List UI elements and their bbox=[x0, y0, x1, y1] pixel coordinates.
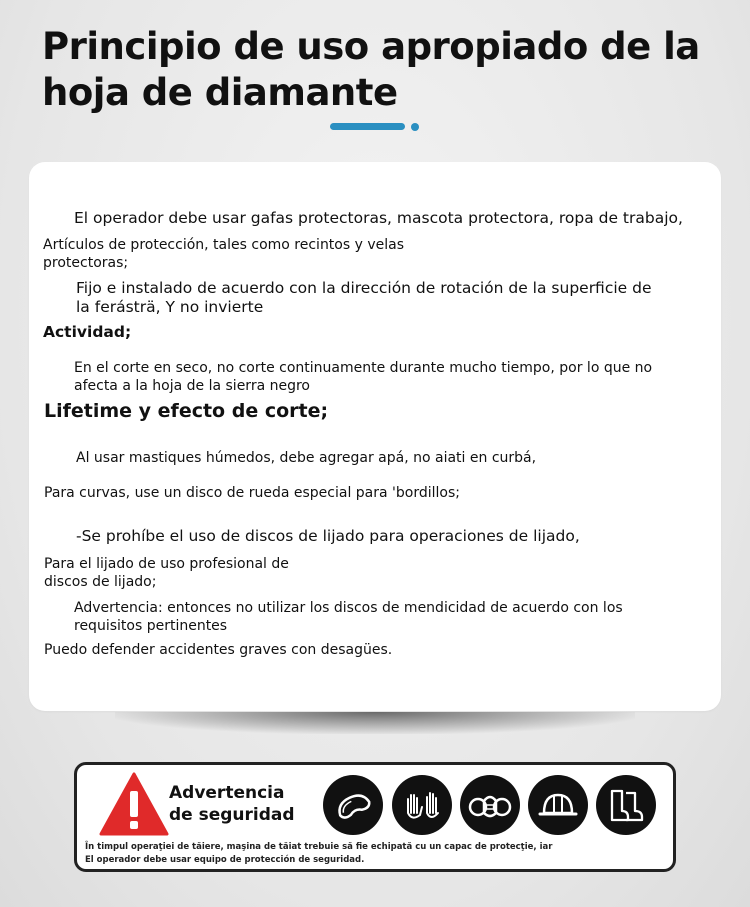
safety-note bbox=[85, 841, 552, 867]
instruction-no-sanding: -Se prohíbe el uso de discos de lijado para operaciones de lijado, bbox=[76, 527, 580, 545]
instruction-sanding-discs-2: discos de lijado; bbox=[44, 574, 157, 590]
safety-warning-panel bbox=[74, 762, 676, 872]
page-title bbox=[42, 24, 722, 116]
instruction-activity: Actividad; bbox=[43, 323, 132, 341]
title-line-1: Principio de uso apropiado de la bbox=[42, 25, 700, 68]
section-heading-lifetime: Lifetime y efecto de corte; bbox=[44, 400, 329, 422]
safety-note-line-1: În timpul operaţiei de tăiere, maşina de tăiat trebuie să fie echipată cu un capac de protecţie, iar bbox=[85, 842, 553, 852]
instruction-protective-items-2: protectoras; bbox=[43, 255, 129, 271]
instruction-mount-direction-1: Fijo e instalado de acuerdo con la dirección de rotación de la superficie de bbox=[76, 279, 652, 297]
instruction-mount-direction-2: la ferásträ, Y no invierte bbox=[76, 298, 264, 316]
instruction-accidents: Puedo defender accidentes graves con desagües. bbox=[44, 642, 393, 658]
boots-icon bbox=[596, 775, 656, 835]
safety-warning-title-line-1: Advertencia bbox=[169, 783, 285, 803]
warning-triangle-icon bbox=[99, 771, 169, 837]
instruction-dry-cut-2: afecta a la hoja de la sierra negro bbox=[74, 378, 310, 394]
instruction-protective-items-1: Artículos de protección, tales como recintos y velas bbox=[43, 237, 405, 253]
instruction-warning-1: Advertencia: entonces no utilizar los discos de mendicidad de acuerdo con los bbox=[74, 600, 623, 616]
safety-warning-title-line-2: de seguridad bbox=[169, 805, 295, 825]
gloves-icon bbox=[392, 775, 452, 835]
instruction-curves: Para curvas, use un disco de rueda especial para 'bordillos; bbox=[44, 485, 460, 501]
title-line-2: hoja de diamante bbox=[42, 71, 398, 114]
instruction-dry-cut-1: En el corte en seco, no corte continuamente durante mucho tiempo, por lo que no bbox=[74, 360, 653, 376]
card-drop-shadow bbox=[115, 712, 635, 734]
respirator-icon bbox=[460, 775, 520, 835]
title-underline-dot bbox=[411, 123, 419, 131]
safety-warning-title bbox=[169, 782, 295, 826]
instruction-sanding-discs-1: Para el lijado de uso profesional de bbox=[44, 556, 289, 572]
safety-note-line-2: El operador debe usar equipo de protección de seguridad. bbox=[85, 855, 365, 865]
instruction-wet-cut: Al usar mastiques húmedos, debe agregar apá, no aiati en curbá, bbox=[76, 450, 537, 466]
helmet-icon bbox=[528, 775, 588, 835]
instruction-protective-gear: El operador debe usar gafas protectoras, mascota protectora, ropa de trabajo, bbox=[74, 209, 683, 227]
goggles-icon bbox=[323, 775, 383, 835]
title-underline bbox=[330, 123, 405, 130]
instruction-warning-2: requisitos pertinentes bbox=[74, 618, 228, 634]
